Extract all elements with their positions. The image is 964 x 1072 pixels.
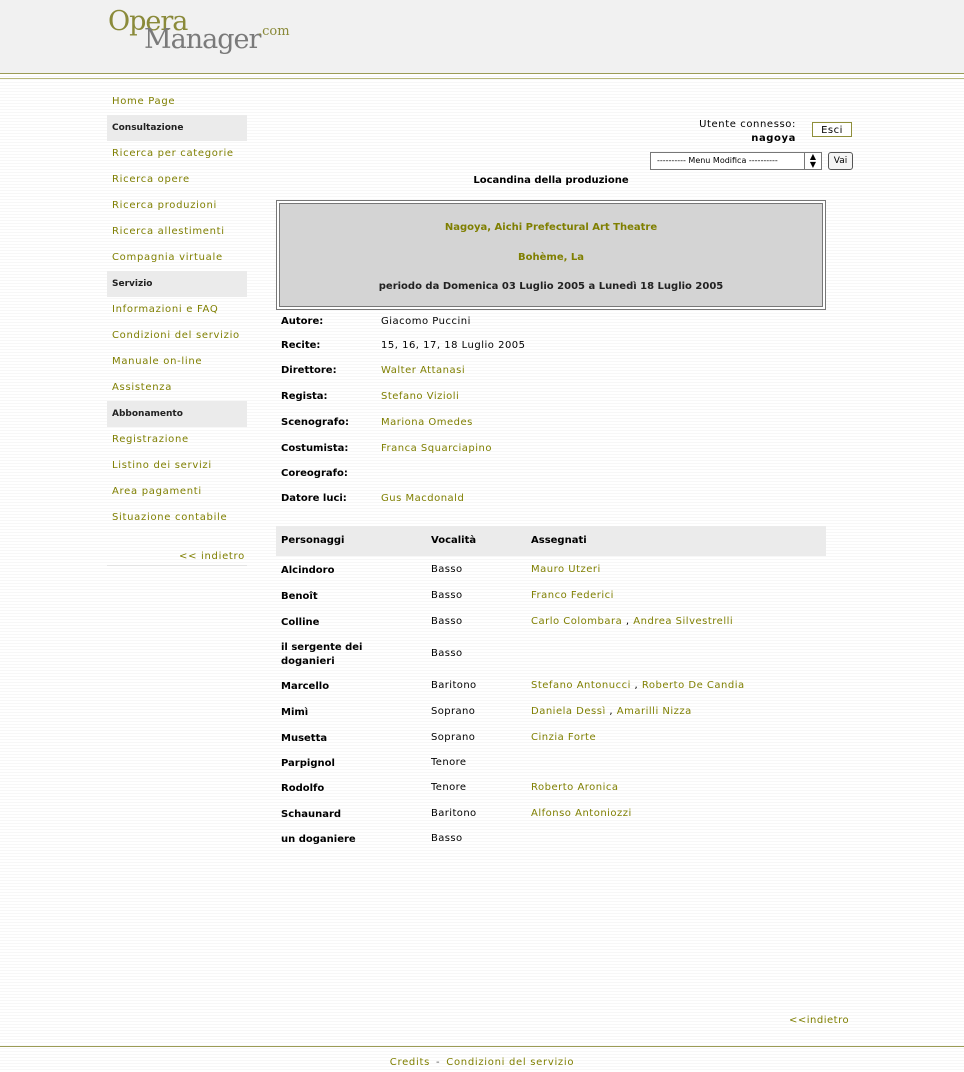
cast-assigned	[531, 590, 614, 601]
credit-label: Datore luci:	[281, 493, 347, 504]
user-info	[699, 118, 796, 146]
sidebar-list	[107, 89, 247, 531]
credit-label: Direttore:	[281, 365, 337, 376]
menu-select-value: ---------- Menu Modifica ----------	[657, 156, 778, 165]
theatre-link[interactable]: Nagoya, Aichi Prefectural Art Theatre	[444, 222, 658, 233]
production-box-inner	[279, 203, 823, 307]
sidebar-item[interactable]: Assistenza	[112, 382, 173, 393]
singer-link[interactable]: Andrea Silvestrelli	[633, 616, 734, 627]
credit-label: Scenografo:	[281, 417, 349, 428]
sidebar-item[interactable]: Condizioni del servizio	[112, 330, 240, 341]
header-divider-secondary	[0, 78, 964, 79]
cast-character: Alcindoro	[281, 565, 335, 576]
cast-voice: Baritono	[431, 808, 477, 819]
production-period: periodo da Domenica 03 Luglio 2005 a Lunedì 18 Luglio 2005	[378, 281, 724, 292]
singer-link[interactable]: Franco Federici	[531, 590, 614, 601]
opera-link[interactable]: Bohème, La	[518, 252, 584, 263]
sidebar-item[interactable]: Area pagamenti	[112, 486, 202, 497]
cast-voice: Basso	[431, 648, 463, 659]
sidebar-item[interactable]: Ricerca produzioni	[112, 200, 217, 211]
credit-value: 15, 16, 17, 18 Luglio 2005	[381, 340, 526, 351]
cast-character: Schaunard	[281, 809, 342, 820]
col-header-assigned: Assegnati	[531, 535, 587, 546]
production-box	[276, 200, 826, 310]
cast-character: Colline	[281, 617, 320, 628]
cast-assigned	[531, 706, 692, 717]
cast-character: Parpignol	[281, 758, 335, 769]
cast-assigned	[531, 564, 601, 575]
sidebar-section-header: Consultazione	[107, 115, 247, 141]
sidebar-back-link[interactable]: << indietro	[179, 551, 245, 562]
credit-label: Regista:	[281, 391, 328, 402]
credit-value[interactable]: Gus Macdonald	[381, 493, 465, 504]
cast-character: un doganiere	[281, 834, 356, 845]
cast-character: Benoît	[281, 591, 318, 602]
cast-character: Musetta	[281, 733, 328, 744]
credit-value[interactable]: Mariona Omedes	[381, 417, 473, 428]
footer-separator: -	[435, 1057, 441, 1068]
cast-voice: Basso	[431, 590, 463, 601]
cast-voice: Soprano	[431, 706, 476, 717]
sidebar-section-header: Abbonamento	[107, 401, 247, 427]
col-header-character: Personaggi	[281, 535, 345, 546]
singer-link[interactable]: Carlo Colombara	[531, 616, 623, 627]
user-name: nagoya	[751, 133, 796, 144]
page-title: Locandina della produzione	[473, 175, 629, 186]
singer-link[interactable]: Daniela Dessì	[531, 706, 606, 717]
cast-character: Mimì	[281, 707, 309, 718]
menu-modifica-select[interactable]	[650, 152, 822, 170]
credit-value[interactable]: Walter Attanasi	[381, 365, 466, 376]
singer-link[interactable]: Stefano Antonucci	[531, 680, 631, 691]
cast-assigned	[531, 808, 632, 819]
back-link-bottom[interactable]: <<indietro	[789, 1015, 850, 1026]
cast-character: Rodolfo	[281, 783, 325, 794]
credit-value[interactable]: Stefano Vizioli	[381, 391, 460, 402]
col-header-voice: Vocalità	[431, 535, 477, 546]
credit-value[interactable]: Franca Squarciapino	[381, 443, 492, 454]
cast-voice: Soprano	[431, 732, 476, 743]
cast-voice: Tenore	[431, 757, 467, 768]
footer-credits-link[interactable]: Credits	[389, 1057, 430, 1068]
sidebar-item[interactable]: Registrazione	[112, 434, 189, 445]
logo-text-opera: Opera	[108, 6, 188, 37]
cast-assigned	[531, 782, 619, 793]
sidebar-nav	[107, 89, 247, 562]
logout-button[interactable]: Esci	[812, 122, 852, 137]
singer-link[interactable]: Roberto Aronica	[531, 782, 619, 793]
credit-label: Recite:	[281, 340, 321, 351]
sidebar-divider	[107, 565, 247, 566]
cast-assigned	[531, 616, 733, 627]
footer-conditions-link[interactable]: Condizioni del servizio	[446, 1057, 575, 1068]
sidebar-item[interactable]: Ricerca allestimenti	[112, 226, 225, 237]
cast-voice: Basso	[431, 833, 463, 844]
page-footer	[0, 1057, 964, 1068]
sidebar-item[interactable]: Ricerca per categorie	[112, 148, 234, 159]
go-button[interactable]: Vai	[828, 152, 853, 170]
cast-voice: Basso	[431, 564, 463, 575]
cast-assigned	[531, 680, 745, 691]
sidebar-item[interactable]: Listino dei servizi	[112, 460, 212, 471]
operamanager-logo[interactable]	[108, 6, 308, 58]
footer-divider	[0, 1046, 964, 1047]
credit-label: Coreografo:	[281, 468, 348, 479]
user-label: Utente connesso:	[699, 119, 796, 130]
credit-value: Giacomo Puccini	[381, 316, 471, 327]
sidebar-item[interactable]: Manuale on-line	[112, 356, 203, 367]
assigned-separator: ,	[622, 616, 634, 627]
credit-label: Autore:	[281, 316, 324, 327]
sidebar-item[interactable]: Informazioni e FAQ	[112, 304, 219, 315]
sidebar-item[interactable]: Ricerca opere	[112, 174, 190, 185]
singer-link[interactable]: Mauro Utzeri	[531, 564, 601, 575]
cast-table-header	[276, 526, 826, 556]
logo-text-com: .com	[258, 24, 290, 39]
cast-voice: Tenore	[431, 782, 467, 793]
header-divider	[0, 73, 964, 74]
singer-link[interactable]: Cinzia Forte	[531, 732, 597, 743]
select-arrows-icon: ▲ ▼	[804, 153, 821, 169]
assigned-separator: ,	[605, 706, 617, 717]
sidebar-item[interactable]: Situazione contabile	[112, 512, 228, 523]
logo-text-manager: Manager	[144, 24, 261, 55]
assigned-separator: ,	[630, 680, 642, 691]
cast-character: Marcello	[281, 681, 330, 692]
sidebar-item[interactable]: Compagnia virtuale	[112, 252, 223, 263]
page-header	[0, 0, 964, 74]
cast-voice: Baritono	[431, 680, 477, 691]
sidebar-item[interactable]: Home Page	[112, 96, 176, 107]
credit-label: Costumista:	[281, 443, 349, 454]
singer-link[interactable]: Roberto De Candia	[641, 680, 745, 691]
cast-voice: Basso	[431, 616, 463, 627]
singer-link[interactable]: Alfonso Antoniozzi	[531, 808, 632, 819]
singer-link[interactable]: Amarilli Nizza	[616, 706, 692, 717]
sidebar-section-header: Servizio	[107, 271, 247, 297]
cast-assigned	[531, 732, 596, 743]
cast-character: il sergente dei doganieri	[281, 642, 363, 667]
